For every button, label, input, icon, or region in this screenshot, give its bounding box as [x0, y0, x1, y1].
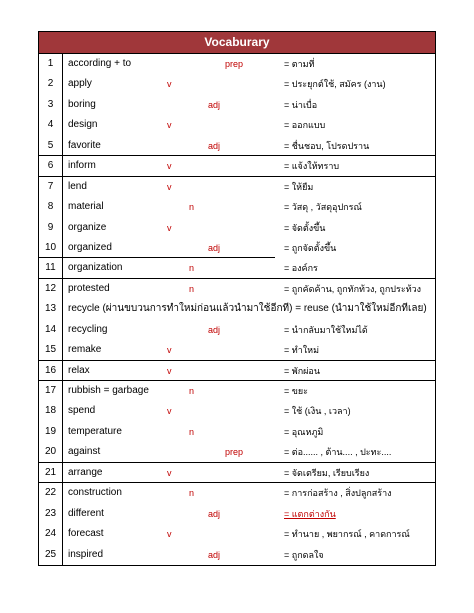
table-rows [39, 54, 435, 565]
row-pos: v [167, 365, 172, 376]
row-pos: prep [225, 447, 244, 458]
row-meaning: = การก่อสร้าง , สิ่งปลูกสร้าง [284, 488, 392, 499]
row-word: arrange [68, 466, 103, 478]
row-meaning: = ถูกคัดค้าน, ถูกทักท้วง, ถูกประท้วง [284, 283, 422, 294]
row-pos: adj [208, 242, 221, 253]
row-number: 24 [44, 528, 57, 540]
row-number: 13 [44, 303, 57, 315]
row-number: 5 [47, 139, 54, 151]
row-pos: v [167, 161, 172, 172]
row-word: recycling [68, 323, 108, 335]
row-pos: n [189, 488, 195, 499]
row-pos: n [189, 386, 195, 396]
row-number: 23 [44, 507, 57, 519]
table-row [39, 54, 435, 74]
table-row [39, 504, 435, 524]
table-row [39, 197, 435, 217]
row-meaning: = ให้ยืม [284, 181, 314, 192]
row-word: apply [68, 78, 92, 90]
row-meaning: = ตามที่ [284, 59, 315, 69]
row-meaning: = จัดเตรียม, เรียบเรียง [284, 467, 370, 478]
row-number: 9 [47, 221, 54, 233]
row-word: different [68, 507, 104, 519]
row-meaning: = ทำนาย , พยากรณ์ , คาดการณ์ [284, 529, 410, 540]
row-pos: n [189, 283, 195, 294]
row-number: 1 [47, 58, 54, 69]
row-word: construction [68, 487, 122, 499]
row-number: 10 [44, 241, 57, 253]
row-meaning: = ใช้ (เงิน , เวลา) [284, 406, 351, 417]
table-row [39, 115, 435, 135]
table-row [39, 238, 435, 258]
row-word: forecast [68, 528, 104, 540]
table-row [39, 218, 435, 238]
row-number: 11 [45, 262, 56, 274]
row-meaning: = ออกแบบ [284, 120, 326, 131]
row-word: remake [68, 344, 102, 356]
row-word: design [68, 119, 98, 131]
table-row [39, 422, 435, 442]
row-word: material [68, 201, 104, 213]
row-number: 15 [44, 344, 57, 356]
row-meaning: = น่าเบื่อ [284, 99, 318, 110]
row-pos: v [167, 222, 172, 233]
row-meaning: = ประยุกต์ใช้, สมัคร (งาน) [284, 79, 386, 90]
row-meaning: = วัสดุ , วัสดุอุปกรณ์ [284, 202, 362, 213]
row-meaning: = ถูกดลใจ [284, 549, 324, 560]
row-pos: v [167, 467, 172, 478]
row-meaning: = นำกลับมาใช้ใหม่ได้ [284, 324, 368, 335]
row-number: 22 [44, 487, 57, 499]
table-row [39, 299, 435, 319]
row-pos: v [167, 529, 172, 540]
row-number: 4 [47, 119, 54, 131]
table-row [39, 545, 435, 565]
row-pos: n [189, 202, 195, 213]
row-word: according + to [68, 58, 132, 69]
table-row [39, 177, 435, 197]
row-pos: adj [208, 508, 221, 519]
row-meaning: = ต่อ...... , ต้าน.... , ปะทะ.... [284, 447, 392, 458]
row-word: favorite [68, 139, 101, 151]
row-pos: adj [208, 140, 221, 151]
table-row [39, 74, 435, 94]
row-meaning: = ขยะ [284, 386, 309, 396]
row-number: 6 [47, 160, 54, 172]
row-meaning: = ทำใหม่ [284, 345, 320, 356]
row-pos: adj [208, 99, 221, 110]
table-row [39, 95, 435, 115]
row-number: 20 [44, 446, 57, 458]
table-row [39, 361, 435, 381]
row-number: 14 [44, 323, 57, 335]
row-number: 17 [44, 385, 57, 396]
row-word: organization [68, 262, 123, 274]
row-word: boring [68, 98, 96, 110]
row-number: 3 [47, 98, 54, 110]
table-row [39, 483, 435, 503]
row-meaning: = อุณหภูมิ [284, 426, 324, 437]
row-number: 21 [44, 466, 57, 478]
row-meaning: = ถูกจัดตั้งขึ้น [284, 242, 337, 253]
row-pos: v [167, 120, 172, 131]
row-word: relax [68, 364, 90, 376]
row-pos: adj [208, 549, 221, 560]
row-number: 18 [44, 405, 57, 417]
row-word: spend [68, 405, 96, 417]
row-pos: v [167, 345, 172, 356]
table-row [39, 442, 435, 462]
row-pos: v [167, 79, 172, 90]
row-pos: v [167, 181, 172, 192]
row-word: inform [68, 160, 96, 172]
row-word: temperature [68, 425, 122, 437]
table-row [39, 401, 435, 421]
row-pos: n [189, 263, 195, 274]
row-word: protested [68, 282, 110, 294]
table-row [39, 279, 435, 299]
table-row [39, 463, 435, 483]
row-word: inspired [68, 548, 104, 560]
table-row [39, 340, 435, 360]
table-row [39, 381, 435, 401]
row-number: 19 [44, 425, 57, 437]
table-row [39, 156, 435, 176]
vocabulary-table [38, 31, 436, 566]
row-word: against [68, 446, 101, 458]
row-pos: adj [208, 324, 221, 335]
row-word: rubbish = garbage [68, 385, 149, 396]
row-number: 8 [47, 201, 54, 213]
row-number: 16 [44, 364, 57, 376]
row-word: recycle (ผ่านขบวนการทำใหม่ก่อนแล้วนำมาใช้อีกที) = reuse (นำมาใช้ใหม่อีกทีเลย) [68, 303, 427, 315]
row-meaning: = แตกต่างกัน [284, 508, 336, 519]
row-meaning: = ชื่นชอบ, โปรดปราน [284, 140, 370, 151]
row-word: organized [68, 241, 112, 253]
table-row [39, 258, 435, 278]
row-meaning: = จัดตั้งขึ้น [284, 222, 326, 233]
row-word: lend [68, 180, 87, 192]
row-pos: v [167, 406, 172, 417]
table-row [39, 524, 435, 544]
row-pos: n [189, 426, 195, 437]
row-word: organize [68, 221, 107, 233]
row-number: 2 [47, 78, 54, 90]
table-title: Vocaburary [39, 32, 435, 54]
row-number: 12 [44, 282, 57, 294]
table-row [39, 320, 435, 340]
row-number: 7 [47, 180, 54, 192]
row-meaning: = องค์กร [284, 263, 318, 274]
table-row [39, 136, 435, 156]
row-meaning: = แจ้งให้ทราบ [284, 161, 340, 172]
row-number: 25 [44, 548, 57, 560]
row-pos: prep [225, 59, 244, 69]
row-meaning: = พักผ่อน [284, 365, 320, 376]
